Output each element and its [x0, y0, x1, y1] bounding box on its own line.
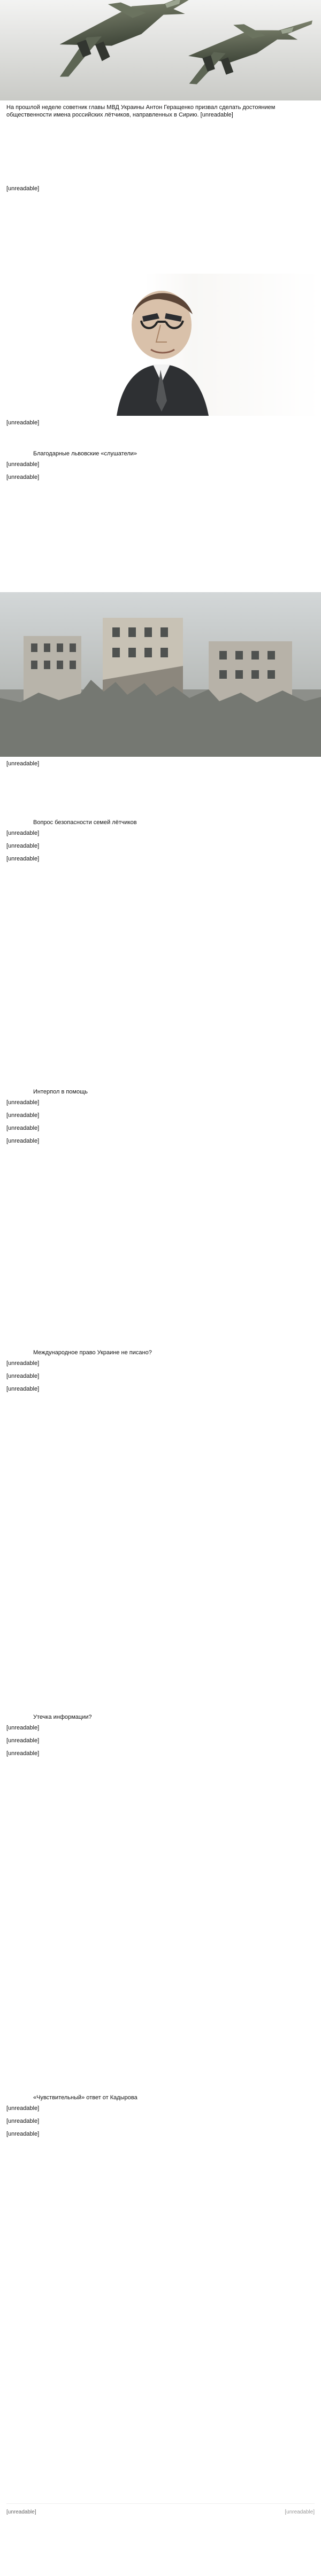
paragraph-18: [unreadable] [6, 2118, 40, 2124]
intro-paragraph-2: [unreadable] [6, 185, 40, 192]
section-heading-kadyrov-response: «Чувствительный» ответ от Кадырова [33, 2094, 137, 2101]
text-group-7 [6, 2105, 315, 2494]
paragraph-1: [unreadable] [6, 461, 40, 468]
hero-image [0, 0, 321, 100]
paragraph-after-photo: [unreadable] [6, 420, 40, 426]
paragraph-9: [unreadable] [6, 1125, 40, 1131]
paragraph-3: [unreadable] [6, 761, 40, 767]
paragraph-2: [unreadable] [6, 474, 40, 480]
intro-text-2 [6, 185, 315, 229]
text-after-photo [6, 419, 315, 445]
paragraph-14: [unreadable] [6, 1725, 40, 1731]
section-heading-information-leak: Утечка информации? [33, 1714, 92, 1720]
footer-divider [6, 2503, 315, 2504]
section-heading-international-law: Международное право Украине не писано? [33, 1349, 152, 1356]
intro-text [6, 104, 315, 184]
paragraph-8: [unreadable] [6, 1112, 40, 1119]
text-group-3 [6, 829, 315, 1082]
section-heading-family-safety: Вопрос безопасности семей лётчиков [33, 819, 137, 826]
text-group-2 [6, 760, 315, 812]
section-heading-lviv-listeners: Благодарные львовские «слушатели» [33, 451, 137, 457]
source-note: [unreadable] [6, 2509, 36, 2515]
paragraph-7: [unreadable] [6, 1099, 40, 1106]
text-group-4 [6, 1099, 315, 1343]
person-portrait-illustration [0, 274, 321, 416]
paragraph-11: [unreadable] [6, 1360, 40, 1367]
damaged-buildings-illustration [0, 592, 321, 757]
fighter-jet-illustration [0, 0, 321, 100]
paragraph-5: [unreadable] [6, 843, 40, 849]
text-group-5 [6, 1360, 315, 1707]
paragraph-13: [unreadable] [6, 1386, 40, 1392]
paragraph-4: [unreadable] [6, 830, 40, 836]
paragraph-6: [unreadable] [6, 856, 40, 862]
paragraph-12: [unreadable] [6, 1373, 40, 1379]
paragraph-19: [unreadable] [6, 2131, 40, 2137]
text-group-6 [6, 1724, 315, 2088]
intro-paragraph: На прошлой неделе советник главы МВД Украины Антон Геращенко призвал сделать достоянием общественности имена российских лётчиков, направленных в Сирию. [unreadable] [6, 104, 276, 118]
footer-note [6, 2509, 315, 2539]
paragraph-10: [unreadable] [6, 1138, 40, 1144]
paragraph-16: [unreadable] [6, 1750, 40, 1757]
paragraph-17: [unreadable] [6, 2105, 40, 2112]
buildings-image [0, 592, 321, 757]
credit-text: [unreadable] [285, 2509, 315, 2515]
portrait-image [0, 274, 321, 416]
text-group-1 [6, 461, 315, 588]
section-heading-interpol: Интерпол в помощь [33, 1089, 88, 1095]
paragraph-15: [unreadable] [6, 1737, 40, 1744]
